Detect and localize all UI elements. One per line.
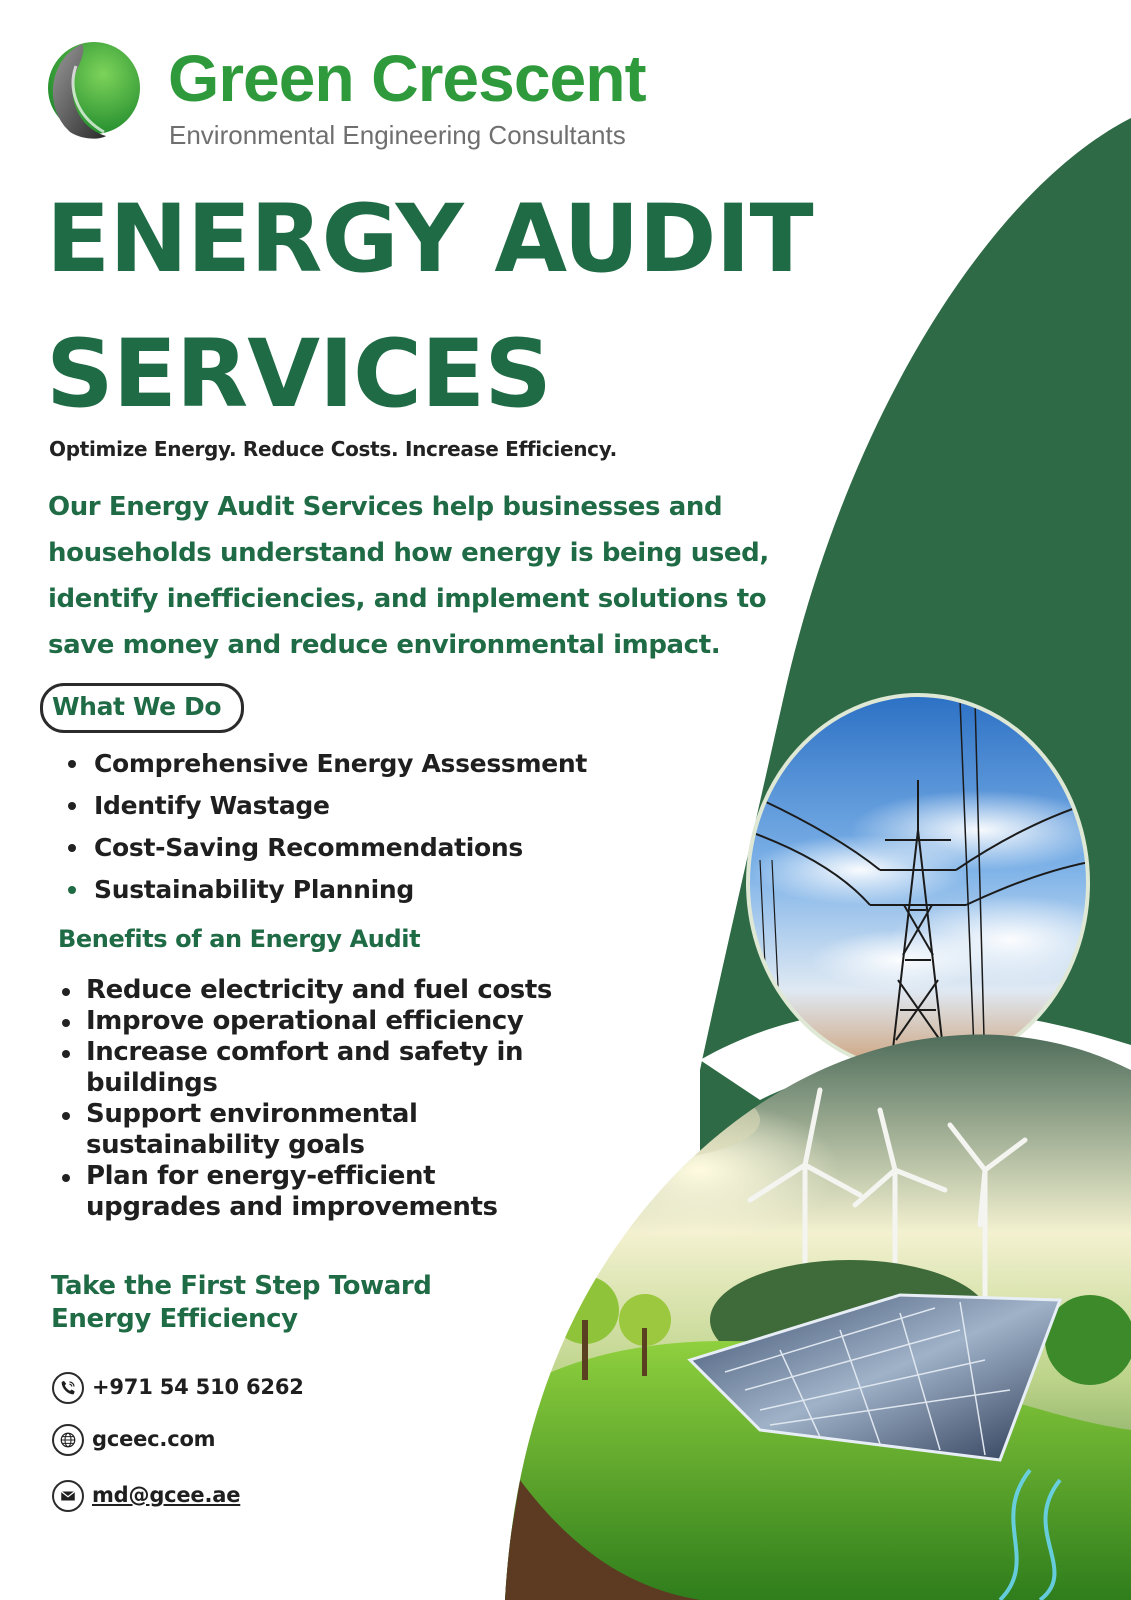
envelope-icon: [52, 1480, 84, 1512]
list-item-text: Cost-Saving Recommendations: [94, 833, 523, 862]
bullet-dot: [68, 844, 76, 852]
bullet-dot: [68, 802, 76, 810]
list-item: [86, 1006, 552, 1037]
list-item-text: Support environmental sustainability goals: [86, 1099, 418, 1160]
services-list: [94, 744, 587, 912]
slogan: Optimize Energy. Reduce Costs. Increase Efficiency.: [49, 437, 617, 461]
page-title-line-2: SERVICES: [46, 320, 551, 429]
benefits-list: [86, 975, 552, 1223]
list-item: [86, 1037, 552, 1099]
list-item-text: Plan for energy-efficient upgrades and improvements: [86, 1161, 498, 1222]
list-item: [94, 744, 587, 786]
bullet-dot: [68, 886, 76, 894]
list-item: [94, 870, 587, 912]
phone-number[interactable]: +971 54 510 6262: [92, 1375, 304, 1399]
list-item-text: Reduce electricity and fuel costs: [86, 975, 552, 1005]
what-we-do-heading: What We Do: [52, 692, 222, 721]
benefits-heading: Benefits of an Energy Audit: [58, 925, 421, 953]
call-to-action: Take the First Step Toward Energy Efficiency: [51, 1271, 432, 1334]
brand-tagline: Environmental Engineering Consultants: [169, 120, 626, 150]
list-item: [86, 1099, 552, 1161]
phone-icon: [52, 1372, 84, 1404]
list-item-text: Increase comfort and safety in buildings: [86, 1037, 524, 1098]
list-item-text: Comprehensive Energy Assessment: [94, 749, 588, 778]
list-item: [86, 975, 552, 1006]
intro-paragraph: Our Energy Audit Services help businesses and households understand how energy is being used, identify inefficiencies, and implement solutions to save money and reduce environmental impact.: [48, 492, 769, 660]
globe-icon: [52, 1424, 84, 1456]
bullet-dot: [62, 1019, 70, 1027]
bullet-dot: [62, 988, 70, 996]
list-item-text: Sustainability Planning: [94, 875, 415, 904]
crescent-logo-icon: [42, 36, 142, 142]
brand-name: Green Crescent: [168, 41, 646, 115]
list-item: [86, 1161, 552, 1223]
bullet-dot: [62, 1174, 70, 1182]
page-title-line-1: ENERGY AUDIT: [46, 185, 813, 294]
bullet-dot: [68, 760, 76, 768]
list-item-text: Identify Wastage: [94, 791, 330, 820]
website-link[interactable]: gceec.com: [92, 1427, 216, 1451]
bullet-dot: [62, 1112, 70, 1120]
bullet-dot: [62, 1050, 70, 1058]
email-link[interactable]: md@gcee.ae: [92, 1483, 241, 1507]
list-item: [94, 828, 587, 870]
list-item-text: Improve operational efficiency: [86, 1006, 524, 1036]
list-item: [94, 786, 587, 828]
